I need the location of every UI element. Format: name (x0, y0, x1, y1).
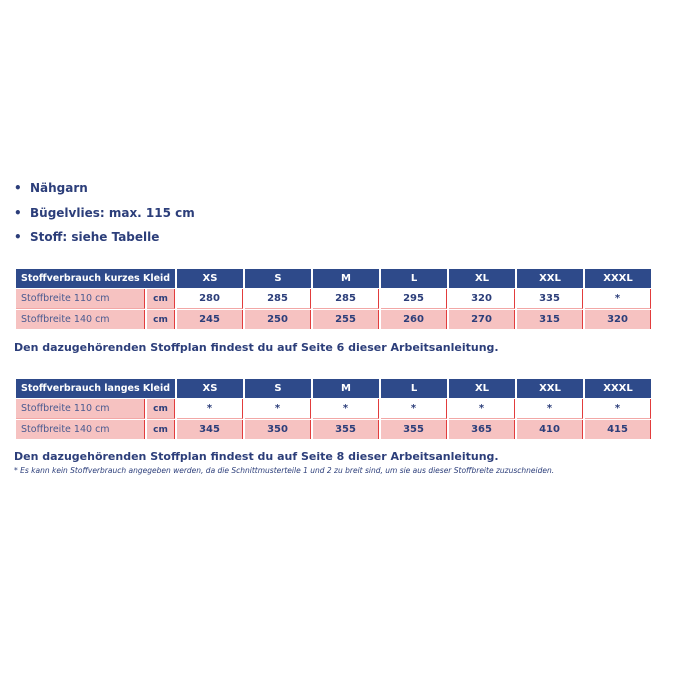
value-cell: 280 (177, 289, 243, 309)
row-unit: cm (147, 310, 175, 329)
value-cell: 355 (313, 420, 379, 439)
size-header: XS (177, 379, 243, 398)
row-unit: cm (147, 420, 175, 439)
footnote: * Es kann kein Stoffverbrauch angegeben werden, da die Schnittmusterteile 1 und 2 zu breit sind, um sie aus dieser Stoffbreite zuzuschneiden. (14, 466, 555, 475)
value-cell: 270 (449, 310, 515, 329)
table-row (16, 310, 651, 329)
table-title: Stoffverbrauch langes Kleid (16, 379, 175, 398)
value-cell: * (177, 399, 243, 419)
fabric-table-short (14, 268, 653, 330)
size-header: L (381, 269, 447, 288)
value-cell: 320 (449, 289, 515, 309)
value-cell: 315 (517, 310, 583, 329)
material-item (14, 228, 195, 253)
size-header: XXL (517, 269, 583, 288)
value-cell: 365 (449, 420, 515, 439)
value-cell: * (313, 399, 379, 419)
value-cell: 285 (245, 289, 311, 309)
fabric-plan-note: Den dazugehörenden Stoffplan findest du auf Seite 8 dieser Arbeitsanleitung. (14, 450, 499, 463)
size-header: XL (449, 269, 515, 288)
value-cell: 250 (245, 310, 311, 329)
value-cell: 245 (177, 310, 243, 329)
value-cell: 335 (517, 289, 583, 309)
value-cell: 285 (313, 289, 379, 309)
value-cell: 410 (517, 420, 583, 439)
material-text: Bügelvlies: max. 115 cm (30, 205, 195, 220)
table-title: Stoffverbrauch kurzes Kleid (16, 269, 175, 288)
table-header-row (16, 269, 651, 288)
row-label: Stoffbreite 140 cm (16, 310, 145, 329)
size-header: XXL (517, 379, 583, 398)
row-unit: cm (147, 289, 175, 309)
table-row (16, 420, 651, 439)
size-header: XS (177, 269, 243, 288)
size-header: M (313, 269, 379, 288)
value-cell: 355 (381, 420, 447, 439)
value-cell: 295 (381, 289, 447, 309)
size-header: XXXL (585, 379, 651, 398)
row-unit: cm (147, 399, 175, 419)
bullet-icon: • (14, 205, 22, 220)
value-cell: * (585, 289, 651, 309)
row-label: Stoffbreite 110 cm (16, 289, 145, 309)
size-header: S (245, 379, 311, 398)
material-text: Stoff: siehe Tabelle (30, 230, 160, 244)
bullet-icon: • (14, 230, 22, 244)
fabric-table-long (14, 378, 653, 440)
value-cell: 255 (313, 310, 379, 329)
value-cell: 345 (177, 420, 243, 439)
row-label: Stoffbreite 110 cm (16, 399, 145, 419)
value-cell: 350 (245, 420, 311, 439)
bullet-icon: • (14, 181, 22, 195)
value-cell: 320 (585, 310, 651, 329)
size-header: S (245, 269, 311, 288)
fabric-plan-note: Den dazugehörenden Stoffplan findest du auf Seite 6 dieser Arbeitsanleitung. (14, 341, 499, 354)
table-row (16, 289, 651, 309)
material-text: Nähgarn (30, 181, 88, 195)
size-header: L (381, 379, 447, 398)
material-item (14, 179, 195, 204)
value-cell: * (245, 399, 311, 419)
value-cell: * (381, 399, 447, 419)
size-header: XL (449, 379, 515, 398)
value-cell: * (449, 399, 515, 419)
material-item (14, 204, 195, 229)
value-cell: * (517, 399, 583, 419)
value-cell: * (585, 399, 651, 419)
size-header: XXXL (585, 269, 651, 288)
table-row (16, 399, 651, 419)
materials-list (14, 179, 195, 253)
row-label: Stoffbreite 140 cm (16, 420, 145, 439)
value-cell: 415 (585, 420, 651, 439)
size-header: M (313, 379, 379, 398)
table-header-row (16, 379, 651, 398)
value-cell: 260 (381, 310, 447, 329)
